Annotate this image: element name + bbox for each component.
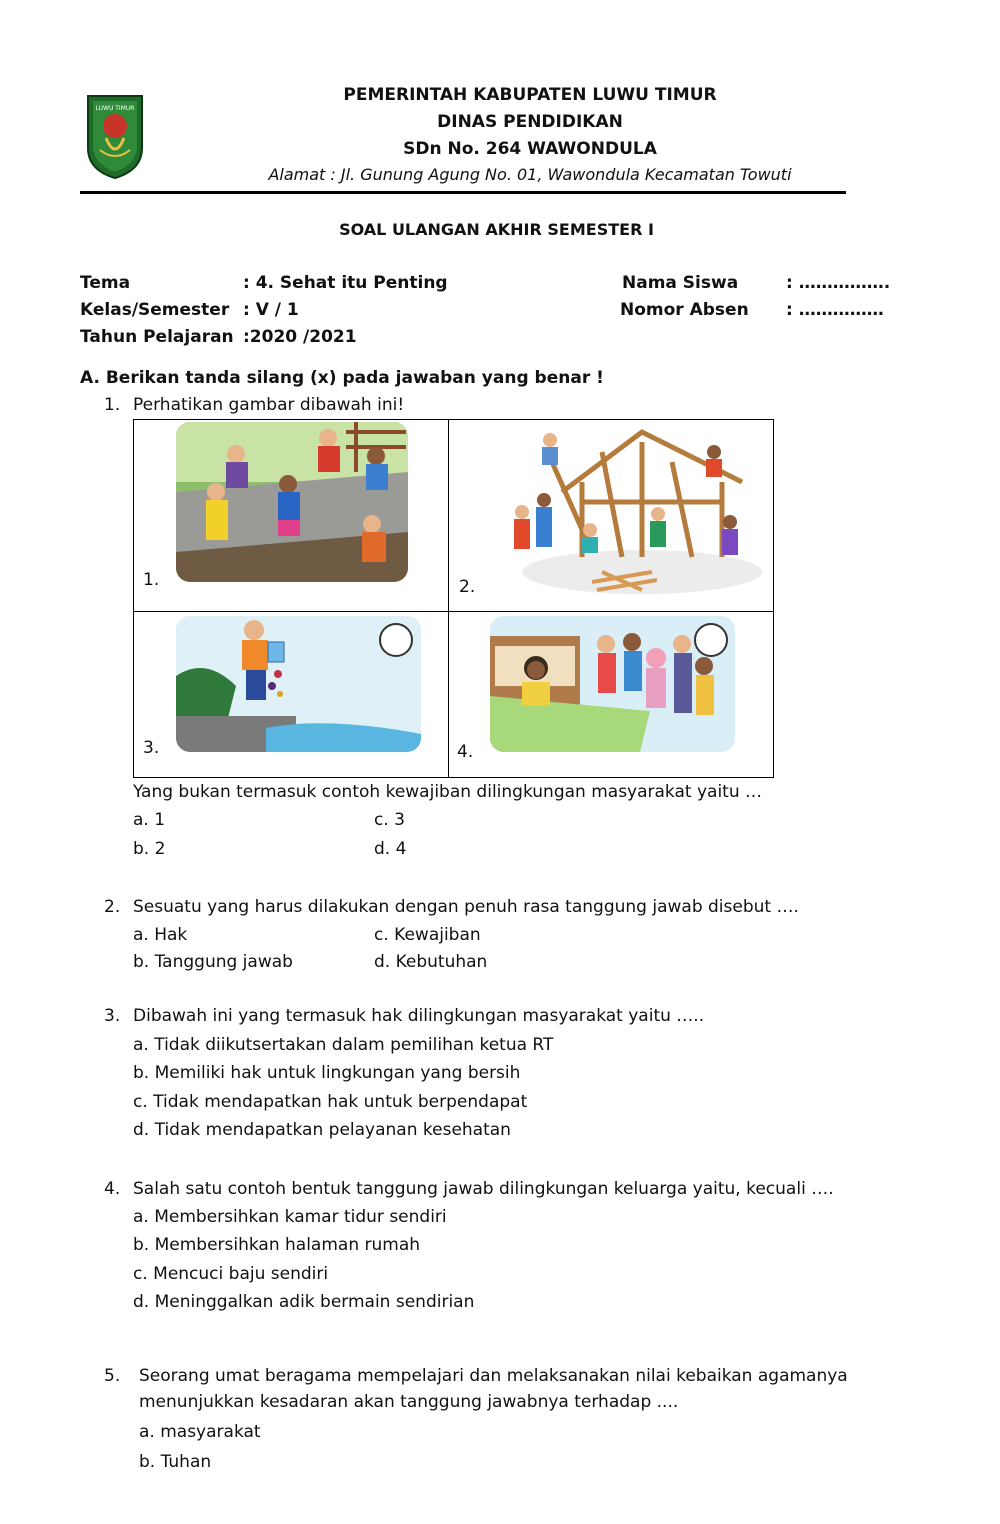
header-line-1: PEMERINTAH KABUPATEN LUWU TIMUR [343,85,717,105]
cell-label-1: 1. [143,570,160,590]
tema-label: Tema [80,273,131,293]
header-line-3: SDn No. 264 WAWONDULA [403,139,657,159]
cell-label-2: 2. [459,577,476,597]
cell-label-4: 4. [457,742,474,762]
q1-number: 1. [104,395,121,415]
logo [84,90,146,180]
header-divider [80,191,846,194]
q2-number: 2. [104,897,121,917]
q2-option-a[interactable]: a. Hak [133,925,188,945]
picture-community-work [176,422,408,582]
q5-number: 5. [104,1366,121,1386]
q3-option-c[interactable]: c. Tidak mendapatkan hak untuk berpendapat [133,1092,528,1112]
q2-option-d[interactable]: d. Kebutuhan [374,952,488,972]
exam-title: SOAL ULANGAN AKHIR SEMESTER I [339,220,654,239]
q5-text-line-1: Seorang umat beragama mempelajari dan melaksanakan nilai kebaikan agamanya [139,1366,848,1386]
q3-number: 3. [104,1006,121,1026]
q1-question: Yang bukan termasuk contoh kewajiban dilingkungan masyarakat yaitu … [133,782,763,802]
q1-option-a[interactable]: a. 1 [133,810,166,830]
tahun-label: Tahun Pelajaran [80,327,234,347]
q1-image-grid [133,419,774,778]
answer-circle-4[interactable] [694,623,728,657]
q5-option-a[interactable]: a. masyarakat [139,1422,261,1442]
q3-text: Dibawah ini yang termasuk hak dilingkungan masyarakat yaitu ….. [133,1006,705,1026]
q4-option-c[interactable]: c. Mencuci baju sendiri [133,1264,329,1284]
tema-value: : 4. Sehat itu Penting [243,273,448,293]
kelas-label: Kelas/Semester [80,300,230,320]
q5-text-line-2: menunjukkan kesadaran akan tanggung jawabnya terhadap .... [139,1392,679,1412]
q1-option-b[interactable]: b. 2 [133,839,166,859]
logo-text: LUWU TIMUR [95,105,135,112]
header-line-2: DINAS PENDIDIKAN [437,112,623,132]
q4-option-b[interactable]: b. Membersihkan halaman rumah [133,1235,421,1255]
q2-option-b[interactable]: b. Tanggung jawab [133,952,293,972]
q4-text: Salah satu contoh bentuk tanggung jawab dilingkungan keluarga yaitu, kecuali …. [133,1179,834,1199]
picture-house-building [492,422,766,600]
tahun-value: :2020 /2021 [243,327,357,347]
absen-label: Nomor Absen [620,300,749,320]
q5-option-b[interactable]: b. Tuhan [139,1452,212,1472]
q3-option-d[interactable]: d. Tidak mendapatkan pelayanan kesehatan [133,1120,511,1140]
nama-value: : ……………. [786,273,891,293]
kelas-value: : V / 1 [243,300,299,320]
nama-label: Nama Siswa [622,273,739,293]
q3-option-a[interactable]: a. Tidak diikutsertakan dalam pemilihan ketua RT [133,1035,554,1055]
q1-option-c[interactable]: c. 3 [374,810,405,830]
q4-option-d[interactable]: d. Meninggalkan adik bermain sendirian [133,1292,475,1312]
q2-option-c[interactable]: c. Kewajiban [374,925,481,945]
q4-option-a[interactable]: a. Membersihkan kamar tidur sendiri [133,1207,447,1227]
cell-label-3: 3. [143,738,160,758]
q2-text: Sesuatu yang harus dilakukan dengan penuh rasa tanggung jawab disebut …. [133,897,799,917]
header-address: Alamat : Jl. Gunung Agung No. 01, Wawondula Kecamatan Towuti [268,165,792,184]
answer-circle-3[interactable] [379,623,413,657]
absen-value: : …………… [786,300,884,320]
section-a-instruction: A. Berikan tanda silang (x) pada jawaban yang benar ! [80,368,604,388]
q3-option-b[interactable]: b. Memiliki hak untuk lingkungan yang bersih [133,1063,521,1083]
q1-option-d[interactable]: d. 4 [374,839,407,859]
q4-number: 4. [104,1179,121,1199]
q1-text: Perhatikan gambar dibawah ini! [133,395,405,415]
